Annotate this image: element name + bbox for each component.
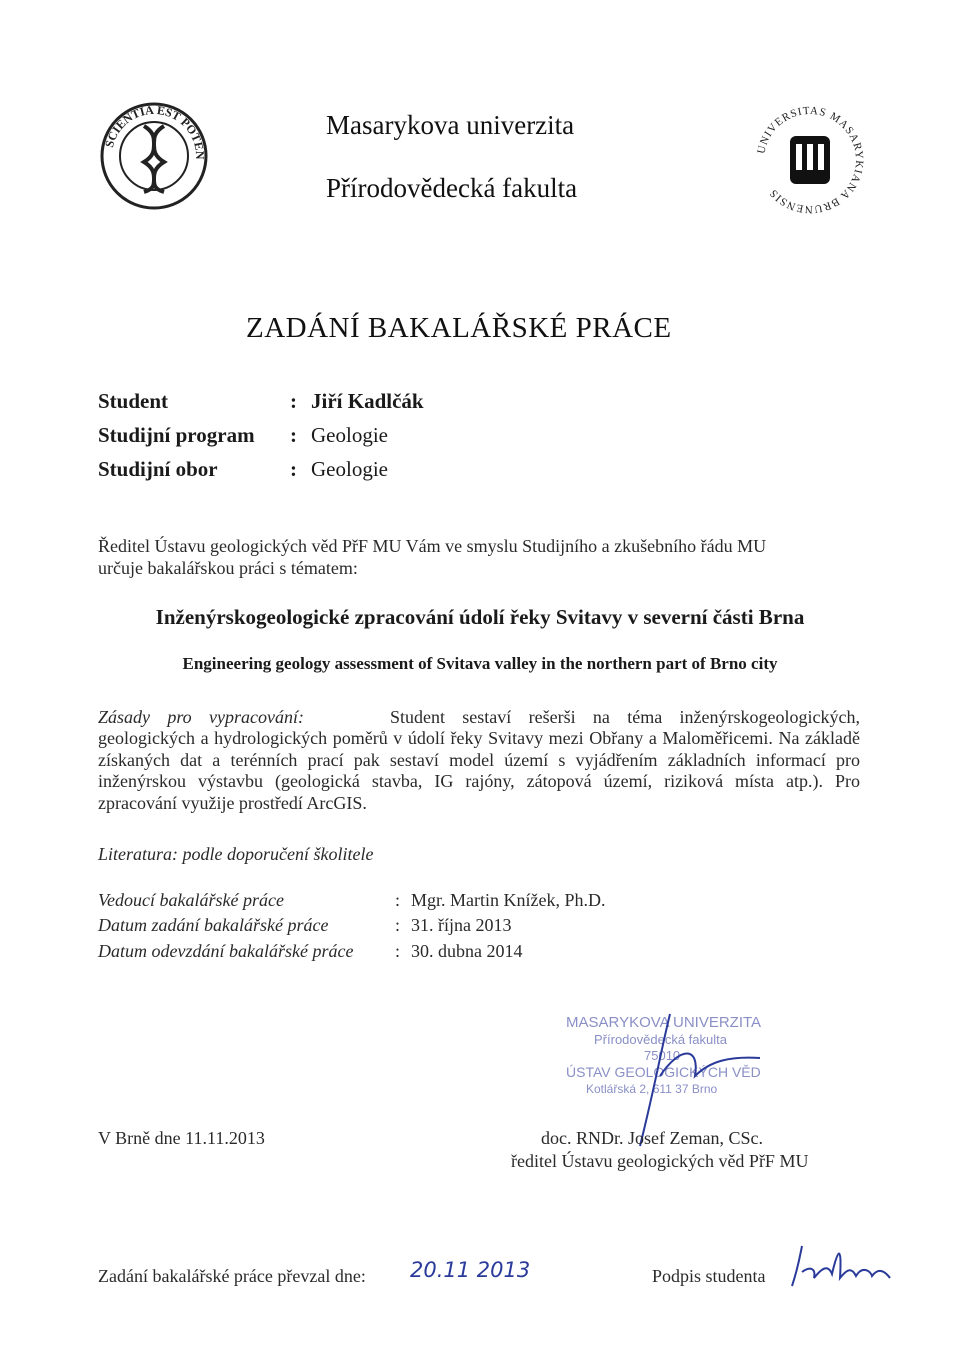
assignment-date-label: Datum zadání bakalářské práce <box>98 915 329 935</box>
university-seal-logo <box>750 100 870 220</box>
submission-date-label: Datum odevzdání bakalářské práce <box>98 941 354 961</box>
received-date-handwritten: 20.11 2013 <box>410 1258 531 1282</box>
intro-line-2: určuje bakalářskou práci s tématem: <box>98 557 358 578</box>
intro-line-1: Ředitel Ústavu geologických věd PřF MU Vám ve smyslu Studijního a zkušebního řádu MU <box>98 536 767 556</box>
literature-line: Literatura: podle doporučení školitele <box>98 844 374 864</box>
colon-separator: : <box>395 941 401 961</box>
colon-separator: : <box>395 915 401 935</box>
study-field-label: Studijní obor <box>98 457 218 481</box>
colon-separator: : <box>290 389 297 413</box>
student-signature <box>786 1238 896 1298</box>
signatory-name: doc. RNDr. Josef Zeman, CSc. <box>541 1128 763 1148</box>
stamp-line-1: MASARYKOVA UNIVERZITA <box>566 1014 762 1031</box>
place-date: V Brně dne 11.11.2013 <box>98 1128 265 1148</box>
topic-czech: Inženýrskogeologické zpracování údolí řeky Svitavy v severní části Brna <box>155 605 805 629</box>
study-program-value: Geologie <box>311 423 388 447</box>
stamp-line-4: ÚSTAV GEOLOGICKÝCH VĚD <box>566 1064 761 1080</box>
student-name: Jiří Kadlčák <box>311 389 424 413</box>
supervisor-label: Vedoucí bakalářské práce <box>98 890 284 910</box>
colon-separator: : <box>290 423 297 447</box>
signature-label: Podpis studenta <box>652 1266 766 1286</box>
principles-label: Zásady pro vypracování: <box>98 707 304 727</box>
stamp-line-2: Přírodovědecká fakulta <box>594 1032 727 1047</box>
svg-text:UNIVERSITAS MASARYKIANA BRUNEN: UNIVERSITAS MASARYKIANA BRUNENSIS <box>755 104 866 216</box>
supervisor-value: Mgr. Martin Knížek, Ph.D. <box>411 890 606 910</box>
colon-separator: : <box>395 890 401 910</box>
submission-date-value: 30. dubna 2014 <box>411 941 523 961</box>
principles-text: Student sestaví rešerši na téma inženýrskogeologických, geologických a hydrologických poměrů v údolí řeky Svitavy mezi Obřany a Maloměřicemi. Na základě získaných dat a terénních prací pak sestaví model území s vyjádřením základních informací pro inženýrskou výstavbu (geologická stavba, IG rajóny, zátopová území, riziková místa atp.). Pro zpracování využije prostředí ArcGIS. <box>98 707 860 813</box>
received-label: Zadání bakalářské práce převzal dne: <box>98 1266 366 1286</box>
faculty-seal-logo <box>98 100 210 212</box>
intro-paragraph <box>98 536 860 579</box>
university-name: Masarykova univerzita <box>326 110 575 140</box>
topic-english: Engineering geology assessment of Svitava valley in the northern part of Brno city <box>182 654 778 673</box>
svg-text:SCIENTIA EST POTENTIA: SCIENTIA EST POTEN <box>101 102 208 160</box>
study-program-label: Studijní program <box>98 423 255 447</box>
colon-separator: : <box>290 457 297 481</box>
study-field-value: Geologie <box>311 457 388 481</box>
stamp-line-5: Kotlářská 2, 611 37 Brno <box>586 1082 718 1096</box>
signatory-role: ředitel Ústavu geologických věd PřF MU <box>511 1151 809 1171</box>
faculty-name: Přírodovědecká fakulta <box>326 173 578 203</box>
student-label: Student <box>98 389 169 413</box>
stamp-line-3: 75010 <box>644 1048 681 1063</box>
document-title: ZADÁNÍ BAKALÁŘSKÉ PRÁCE <box>246 312 672 344</box>
principles-block <box>98 707 860 814</box>
assignment-date-value: 31. října 2013 <box>411 915 512 935</box>
